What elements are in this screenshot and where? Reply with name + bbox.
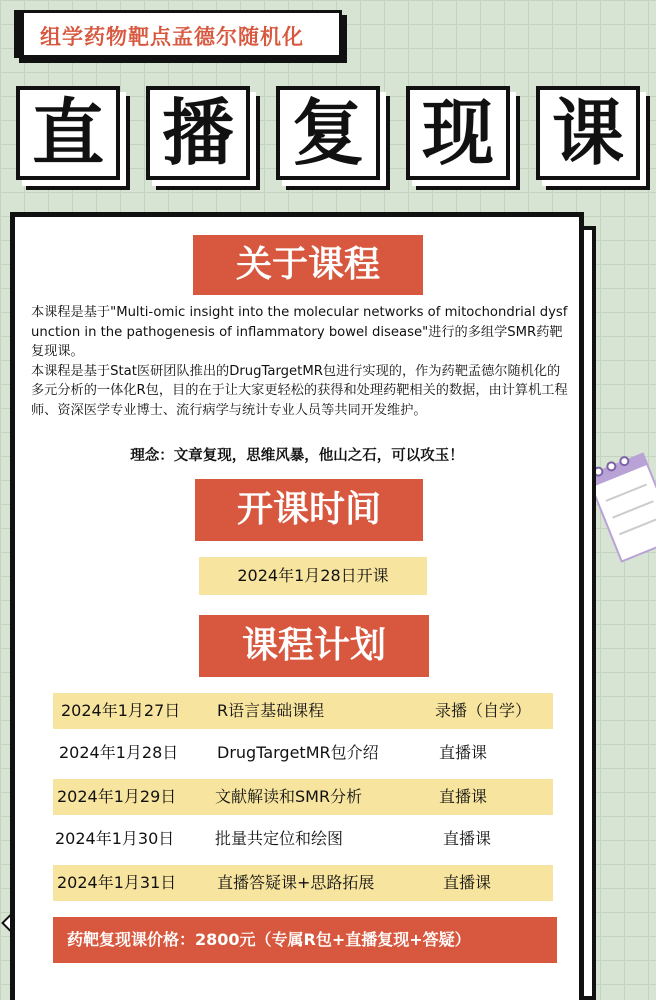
plan-row [53, 821, 553, 857]
plan-topic: DrugTargetMR包介绍 [217, 743, 379, 762]
plan-date: 2024年1月31日 [57, 873, 177, 892]
title-char: 复 [291, 91, 364, 175]
plan-topic: 文献解读和SMR分析 [215, 787, 363, 806]
title-char-box [406, 86, 510, 180]
title-char-box [536, 86, 640, 180]
title-char: 播 [161, 91, 234, 175]
intro-text [31, 303, 571, 420]
plan-date: 2024年1月29日 [57, 787, 177, 806]
top-tag [14, 10, 342, 58]
top-tag-text: 组学药物靶点孟德尔随机化 [40, 25, 304, 49]
about-heading: 关于课程 [193, 235, 423, 295]
plan-mode: 直播课 [443, 829, 492, 848]
title-char-box [146, 86, 250, 180]
title-char-box [276, 86, 380, 180]
motto: 理念：文章复现，思维风暴，他山之石，可以攻玉！ [130, 448, 464, 464]
plan-mode: 直播课 [439, 743, 488, 762]
plan-mode: 录播（自学） [435, 701, 532, 720]
plan-mode: 直播课 [439, 787, 488, 806]
plan-row [53, 779, 553, 815]
plan-mode: 直播课 [443, 873, 492, 892]
plan-heading: 课程计划 [199, 615, 429, 677]
start-date: 2024年1月28日开课 [199, 557, 427, 595]
course-card [10, 212, 584, 1000]
title-char: 现 [421, 91, 494, 175]
title-char: 直 [31, 91, 104, 175]
price-banner: 药靶复现课价格：2800元（专属R包+直播复现+答疑） [53, 917, 557, 963]
title-char: 课 [551, 91, 624, 175]
intro-para-1: 本课程是基于"Multi-omic insight into the molecular networks of mitochondrial dysfunction in the pathogenesis of inflammatory bowel disease"进行的多组学SMR药靶复现课。 [31, 305, 568, 359]
plan-topic: 直播答疑课+思路拓展 [217, 873, 375, 892]
plan-topic: R语言基础课程 [217, 701, 325, 720]
title-row [8, 78, 648, 188]
start-heading: 开课时间 [195, 479, 423, 541]
plan-date: 2024年1月28日 [59, 743, 179, 762]
plan-topic: 批量共定位和绘图 [215, 829, 344, 848]
plan-row [53, 735, 553, 771]
plan-date: 2024年1月30日 [55, 829, 175, 848]
title-char-box [16, 86, 120, 180]
plan-row [53, 693, 553, 729]
intro-para-2: 本课程是基于Stat医研团队推出的DrugTargetMR包进行实现的，作为药靶孟德尔随机化的多元分析的一体化R包，目的在于让大家更轻松的获得和处理药靶相关的数据，由计算机工程师、资深医学专业博士、流行病学与统计专业人员等共同开发维护。 [31, 363, 568, 418]
plan-date: 2024年1月27日 [61, 701, 181, 720]
plan-row [53, 865, 553, 901]
